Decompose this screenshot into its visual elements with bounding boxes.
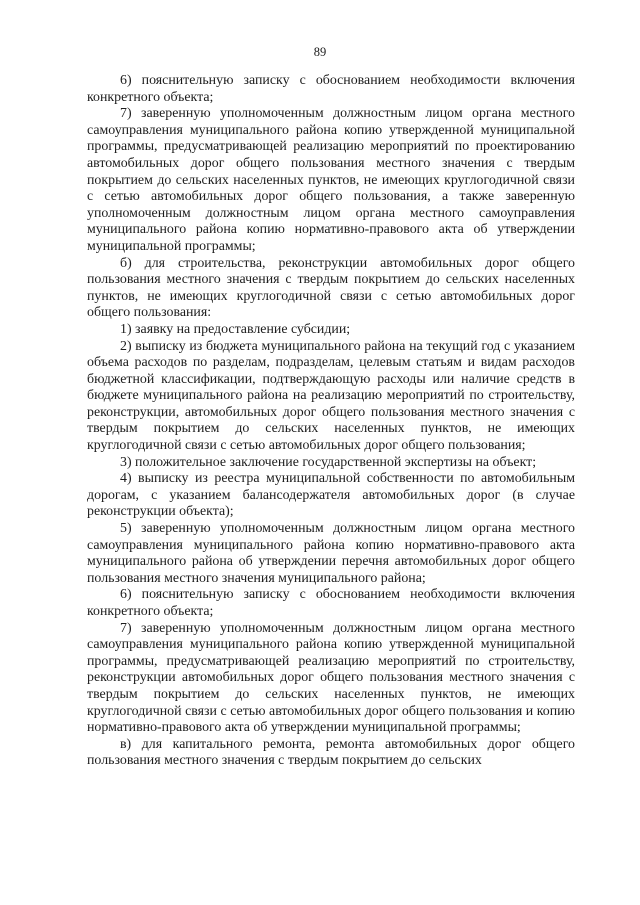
page-number: 89 — [313, 45, 327, 59]
paragraph-item-5-act-copy: 5) заверенную уполномоченным должностным лицом органа местного самоуправления муниципального района копию нормативно-правового акта муниципального района об утверждении перечня автомобильных дорог общего пользования местного значения муниципального района; — [87, 521, 575, 586]
paragraph-item-4-registry-extract: 4) выписку из реестра муниципальной собственности по автомобильным дорогам, с указанием балансодержателя автомобильных дорог (в случае реконструкции объекта); — [87, 471, 575, 520]
paragraph-item-6-explanatory-note: 6) пояснительную записку с обоснованием необходимости включения конкретного объекта; — [87, 73, 575, 105]
paragraph-item-3-expertise: 3) положительное заключение государственной экспертизы на объект; — [120, 454, 537, 470]
paragraph-item-7-program-copy: 7) заверенную уполномоченным должностным лицом органа местного самоуправления муниципального района копию утвержденной муниципальной программы, предусматривающей реализацию мероприятий по проектированию автомобильных дорог общего пользования местного значения с твердым покрытием до сельских населенных пунктов, не имеющих круглогодичной связи с сетью автомобильных дорог общего пользования, а также заверенную уполномоченным должностным лицом органа местного самоуправления муниципального района копию нормативно-правового акта об утверждении муниципальной программы; — [87, 106, 575, 254]
paragraph-item-7-program-copy-2: 7) заверенную уполномоченным должностным лицом органа местного самоуправления муниципального района копию утвержденной муниципальной программы, предусматривающей реализацию мероприятий по строительству, реконструкции автомобильных дорог общего пользования местного значения с твердым покрытием до сельских населенных пунктов, не имеющих круглогодичной связи с сетью автомобильных дорог общего пользования и копию нормативно-правового акта об утверждении муниципальной программы; — [87, 620, 575, 736]
paragraph-item-1-application: 1) заявку на предоставление субсидии; — [120, 321, 351, 337]
paragraph-section-v-repair: в) для капитального ремонта, ремонта автомобильных дорог общего пользования местного значения с твердым покрытием до сельских — [87, 736, 575, 769]
paragraph-item-6-explanatory-note-2: 6) пояснительную записку с обоснованием необходимости включения конкретного объекта; — [87, 587, 575, 619]
paragraph-section-b-construction: б) для строительства, реконструкции автомобильных дорог общего пользования местного значения с твердым покрытием до сельских населенных пунктов, не имеющих круглогодичной связи с сетью автомобильных дорог общего пользования: — [87, 255, 575, 321]
document-body — [87, 73, 575, 770]
paragraph-item-2-budget-extract: 2) выписку из бюджета муниципального района на текущий год с указанием объема расходов по разделам, подразделам, целевым статьям и видам расходов бюджетной классификации, подтверждающую расходы или наличие средств в бюджете муниципального района на реализацию мероприятий по строительству, реконструкции, автомобильных дорог общего пользования местного значения с твердым покрытием до сельских населенных пунктов, не имеющих круглогодичной связи с сетью автомобильных дорог общего пользования; — [87, 338, 575, 454]
